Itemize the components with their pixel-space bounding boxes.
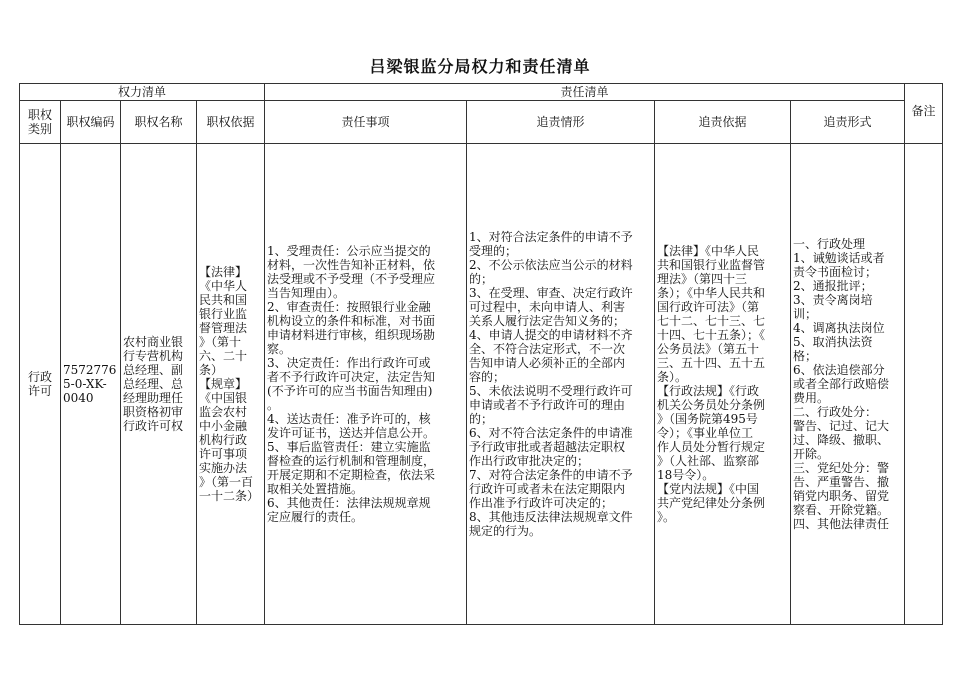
header-remarks: 备注 (905, 84, 943, 144)
header-responsibilities: 责任事项 (265, 101, 467, 144)
cell-code: 7572776 5-0-XK- 0040 (61, 144, 121, 625)
column-header-row (20, 101, 943, 144)
header-basis: 职权依据 (197, 101, 265, 144)
cell-accountability-basis: 【法律】《中华人民 共和国银行业监督管 理法》（第四十三 条）；《中华人民共和 国行政许可法》（第 七十二、七十三、七 十四、七十五条）；《 公务员法》（第五十 三、五十四、五十五 条）。 【行政法规】《行政 机关公务员处分条例 》（国务院第495号 令）；《事业单位工 作人员处分暂行规定 》（人社部、监察部 18号令）。 【党内法规】《中国 共产党纪律处分条例 》。 (655, 144, 791, 625)
cell-remarks (905, 144, 943, 625)
power-responsibility-table (19, 83, 943, 625)
cell-accountability-forms: 一、行政处理 1、诫勉谈话或者 责令书面检讨； 2、通报批评； 3、责令离岗培 训； 4、调离执法岗位 5、取消执法资 格； 6、依法追偿部分 或者全部行政赔偿 费用。 二、行政处分： 警告、记过、记大 过、降级、撤职、 开除。 三、党纪处分：警 告、严重警告、撤 销党内职务、留党 察看、开除党籍。 四、其他法律责任 (791, 144, 905, 625)
header-accountability-basis: 追责依据 (655, 101, 791, 144)
header-accountability-forms: 追责形式 (791, 101, 905, 144)
cell-responsibilities: 1、受理责任：公示应当提交的 材料，一次性告知补正材料，依 法受理或不予受理（不予受理应 当告知理由）。 2、审查责任：按照银行业金融 机构设立的条件和标准，对书面 申请材料进行审核，组织现场勘 察。 3、决定责任：作出行政许可或 者不予行政许可决定，法定告知 (不予许可的应当书面告知理由) 。 4、送达责任：准予许可的，核 发许可证书，送达并信息公开。 5、事后监管责任：建立实施监 督检查的运行机制和管理制度， 开展定期和不定期检查，依法采 取相关处置措施。 6、其他责任：法律法规规章规 定应履行的责任。 (265, 144, 467, 625)
header-category: 职权 类别 (20, 101, 61, 144)
group-header-row (20, 84, 943, 101)
document-title: 吕梁银监分局权力和责任清单 (369, 57, 591, 76)
table-row (20, 144, 943, 625)
header-code: 职权编码 (61, 101, 121, 144)
group-header-power-list: 权力清单 (20, 84, 265, 101)
group-header-responsibility-list: 责任清单 (265, 84, 905, 101)
cell-name: 农村商业银 行专营机构 总经理、副 总经理、总 经理助理任 职资格初审 行政许可权 (121, 144, 197, 625)
cell-basis: 【法律】 《中华人 民共和国 银行业监 督管理法 》（第十 六、二十 条） 【规章】 《中国银 监会农村 中小金融 机构行政 许可事项 实施办法 》（第一百 一十二条） (197, 144, 265, 625)
cell-category: 行政 许可 (20, 144, 61, 625)
header-situations: 追责情形 (467, 101, 655, 144)
cell-situations: 1、对符合法定条件的申请不予 受理的； 2、不公示依法应当公示的材料 的； 3、在受理、审查、决定行政许 可过程中，未向申请人、利害 关系人履行法定告知义务的； 4、申请人提交的申请材料不齐 全、不符合法定形式，不一次 告知申请人必须补正的全部内 容的； 5、未依法说明不受理行政许可 申请或者不予行政许可的理由 的； 6、对不符合法定条件的申请准 予行政审批或者超越法定职权 作出行政审批决定的； 7、对符合法定条件的申请不予 行政许可或者未在法定期限内 作出准予行政许可决定的； 8、其他违反法律法规规章文件 规定的行为。 (467, 144, 655, 625)
header-name: 职权名称 (121, 101, 197, 144)
